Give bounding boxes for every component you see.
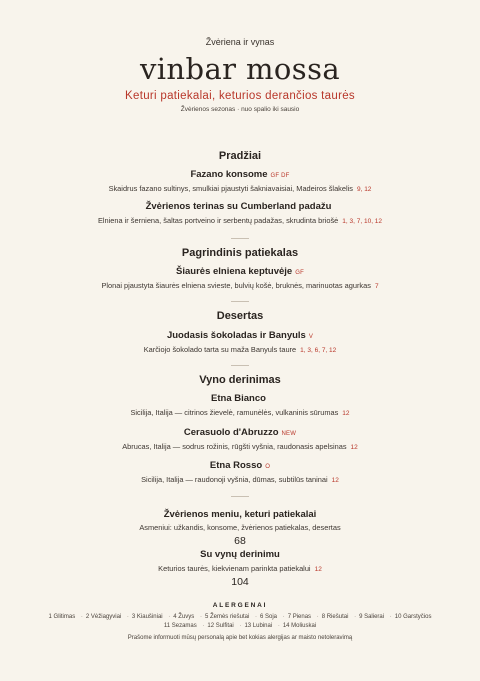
allergen-item: · 2 Vėžiagyviai xyxy=(81,614,121,620)
allergen-item: · 10 Garstyčios xyxy=(390,614,432,620)
menu-price: 68 xyxy=(234,535,246,547)
allergen-numbers: 12 xyxy=(350,444,358,451)
section-divider xyxy=(231,238,249,239)
dish-description: Karčiojo šokolado tarta su maža Banyuls taure 1, 3, 6, 7, 12 xyxy=(143,345,337,354)
restaurant-title: vinbar mossa xyxy=(139,52,341,86)
allergen-item: · 4 Žuvys xyxy=(168,614,194,620)
allergen-item: · 8 Riešutai xyxy=(317,614,349,620)
section-title-dessert: Desertas xyxy=(216,310,264,322)
allergen-item: · 3 Kiaušiniai xyxy=(127,614,163,620)
allergen-numbers: 1, 3, 6, 7, 12 xyxy=(300,347,337,354)
dish-name: Fazano konsome GF DF xyxy=(190,169,290,180)
section-title-wines: Vyno derinimas xyxy=(199,374,281,386)
allergen-numbers: 9, 12 xyxy=(356,186,372,193)
menu-kicker: Žvėriena ir vynas xyxy=(205,37,275,47)
allergen-numbers: 1, 3, 7, 10, 12 xyxy=(342,218,383,225)
allergen-item: · 14 Moliuskai xyxy=(278,623,316,629)
section-title-starters: Pradžiai xyxy=(218,150,262,162)
allergy-notice: Prašome informuoti mūsų personalą apie bet kokias alergijas ar maisto netoleravimą xyxy=(127,635,353,641)
section-title-main: Pagrindinis patiekalas xyxy=(181,247,299,259)
allergens-list-line-1 xyxy=(0,614,480,620)
allergen-item: 11 Sezamas xyxy=(163,623,197,629)
allergen-item: · 13 Lubinai xyxy=(239,623,272,629)
wine-description: Abrucas, Italija — sodrus rožinis, rūgšti vyšnia, raudonasis apelsinas 12 xyxy=(122,442,358,451)
dish-description: Skaidrus fazano sultinys, smulkiai pjaustyti šakniavaisiai, Madeiros šlakelis 9, 12 xyxy=(108,184,372,193)
pairing-price-description: Keturios taurės, kiekvienam parinkta patiekalui 12 xyxy=(158,564,322,573)
dish-description: Plonai pjaustyta šiaurės elniena sviestе, bulvių košė, bruknės, marinuotas agurkas 7 xyxy=(101,281,379,290)
wine-description: Sicilija, Italija — raudonoji vyšnia, dūmas, subtilūs taninai 12 xyxy=(141,475,339,484)
section-divider xyxy=(231,301,249,302)
allergens-list-line-2 xyxy=(0,623,480,629)
pairing-price-name: Su vynų derinimu xyxy=(200,549,280,560)
wine-description: Sicilija, Italija — citrinos žievelė, ramunėlės, vulkaninis sūrumas 12 xyxy=(130,408,350,417)
allergen-item: 1 Glitimas xyxy=(48,614,76,620)
wine-name: Cerasuolo d'Abruzzo NEW xyxy=(183,427,297,438)
season-note: Žvėrienos sezonas · nuo spalio iki sausio xyxy=(180,106,300,113)
allergen-item: · 9 Salierai xyxy=(354,614,384,620)
allergen-numbers: 12 xyxy=(331,477,339,484)
allergen-item: · 6 Soja xyxy=(255,614,277,620)
allergens-title: ALERGENAI xyxy=(212,602,268,609)
allergen-numbers: 12 xyxy=(342,410,350,417)
wine-tag: O xyxy=(265,464,271,470)
menu-price-description: Asmeniui: užkandis, konsome, žvėrienos patiekalas, desertas xyxy=(139,523,341,532)
allergen-item: · 5 Žemės riešutai xyxy=(200,614,249,620)
pairing-price: 104 xyxy=(231,576,249,588)
allergen-item: · 12 Sulfitai xyxy=(202,623,233,629)
allergen-numbers: 12 xyxy=(314,566,322,573)
wine-name: Etna Rosso O xyxy=(209,460,271,471)
allergen-numbers: 7 xyxy=(374,283,379,290)
dish-name: Žvėrienos terinas su Cumberland padažu xyxy=(145,201,332,212)
dietary-tag: GF DF xyxy=(270,173,290,179)
section-divider xyxy=(231,496,249,497)
wine-name: Etna Bianco xyxy=(211,393,266,404)
allergen-item: · 7 Pienas xyxy=(283,614,311,620)
dish-description: Elniena ir šerniena, šaltas portveino ir serbentų padažas, skrudinta briošė 1, 3, 7, 10, 12 xyxy=(97,216,383,225)
menu-price-name: Žvėrienos meniu, keturi patiekalai xyxy=(163,509,317,520)
dietary-tag: V xyxy=(308,334,314,340)
section-divider xyxy=(231,365,249,366)
menu-subtitle: Keturi patiekalai, keturios derančios taurės xyxy=(125,90,355,102)
wine-tag: NEW xyxy=(281,431,297,437)
dish-name: Šiaurės elniena keptuvėje GF xyxy=(176,266,304,277)
dish-name: Juodasis šokoladas ir Banyuls V xyxy=(166,330,314,341)
dietary-tag: GF xyxy=(295,270,304,276)
